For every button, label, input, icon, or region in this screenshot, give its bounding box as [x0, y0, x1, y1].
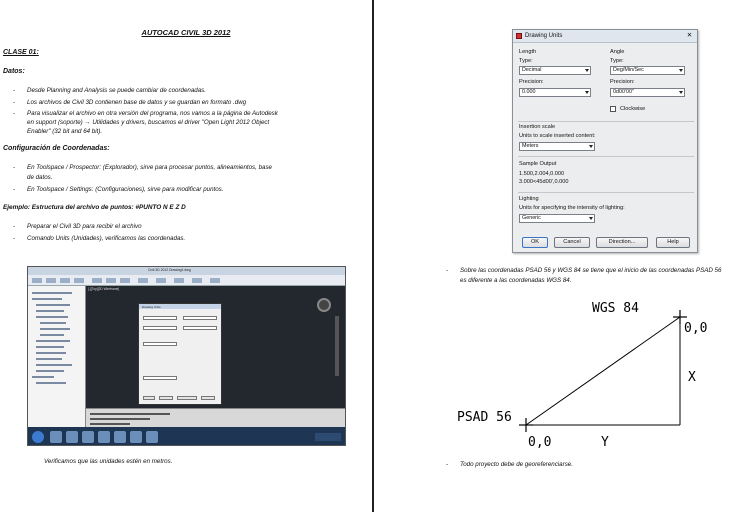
lighting-description: Units for specifying the intensity of lighting:: [519, 205, 625, 211]
datos-item-cont: en support (soporte) → Utilidades y drivers, buscamos el driver "Open Light 2012 Object: [27, 119, 270, 126]
length-precision-label: Precision:: [519, 79, 544, 85]
chevron-down-icon: [679, 69, 683, 72]
angle-type-select[interactable]: Deg/Min/Sec: [610, 66, 685, 75]
sample-output-line: 1.500,2.004,0.000: [519, 171, 565, 177]
drawing-units-dialog: [512, 29, 698, 253]
viewport-label: [-][Top][2D Wireframe]: [88, 287, 120, 291]
georeference-note: - Todo proyecto debe de georeferenciarse.: [446, 461, 573, 468]
sample-output-line: 3.000<45d00',0.000: [519, 179, 569, 185]
mini-drawing-units-dialog: [138, 303, 222, 405]
psad56-label: PSAD 56: [457, 410, 512, 425]
cancel-button[interactable]: Cancel: [554, 237, 590, 248]
autocad-icon: [516, 33, 522, 39]
chevron-down-icon: [585, 91, 589, 94]
y-offset-label: Y: [601, 435, 609, 450]
navigation-bar: [335, 316, 339, 376]
dialog-title: Drawing Units: [525, 33, 563, 39]
psad-wgs-note: - Sobre las coordenadas PSAD 56 y WGS 84 se tiene que el inicio de las coordenadas PSAD 56: [446, 267, 722, 274]
example-heading: Ejemplo: Estructura del archivo de puntos: #PUNTO N E Z D: [3, 204, 186, 211]
screenshot-ribbon: [28, 275, 345, 286]
wgs84-label: WGS 84: [592, 301, 639, 316]
windows-start-icon: [32, 431, 44, 443]
insertion-units-select[interactable]: Meters: [519, 142, 595, 151]
section-divider: [518, 121, 694, 122]
length-type-select[interactable]: Decimal: [519, 66, 591, 75]
lighting-units-select[interactable]: Generic: [519, 214, 595, 223]
class-heading: CLASE 01:: [3, 49, 39, 56]
document-title: AUTOCAD CIVIL 3D 2012: [141, 28, 231, 37]
mini-dialog-title: Drawing Units: [142, 304, 161, 309]
screenshot-command-line: [86, 408, 346, 427]
example-item: - Preparar el Civil 3D para recibir el archivo: [13, 223, 142, 230]
viewcube-icon: [317, 298, 331, 312]
civil3d-screenshot: [27, 266, 346, 446]
screenshot-taskbar: [28, 427, 345, 446]
coordinate-diagram: [376, 290, 749, 460]
ok-button[interactable]: OK: [522, 237, 548, 248]
datos-item-cont: Enabler" (32 bit and 64 bit).: [27, 128, 103, 135]
page-divider: [372, 0, 374, 512]
angle-type-label: Type:: [610, 58, 624, 64]
wgs-origin-coords: 0,0: [684, 321, 708, 336]
length-group-label: Length: [519, 49, 537, 55]
help-button[interactable]: Help: [656, 237, 690, 248]
length-precision-select[interactable]: 0.000: [519, 88, 591, 97]
close-icon[interactable]: ✕: [686, 32, 693, 39]
clockwise-label: Clockwise: [620, 106, 646, 112]
lighting-label: Lighting: [519, 196, 539, 202]
psad-wgs-note-cont: es diferente a las coordenadas WGS 84.: [460, 277, 572, 284]
screenshot-titlebar: [28, 267, 345, 275]
system-tray: [315, 433, 341, 441]
datos-item: - Desde Planning and Analysis se puede cambiar de coordenadas.: [13, 87, 206, 94]
example-item: - Comando Units (Unidades), verificamos las coordenadas.: [13, 235, 186, 242]
config-heading: Configuración de Coordenadas:: [3, 145, 110, 152]
screenshot-toolspace: [28, 286, 86, 427]
chevron-down-icon: [589, 145, 593, 148]
chevron-down-icon: [589, 217, 593, 220]
screenshot-caption: Verificamos que las unidades estén en metros.: [44, 458, 173, 465]
chevron-down-icon: [679, 91, 683, 94]
x-offset-label: X: [688, 370, 696, 385]
length-type-label: Type:: [519, 58, 533, 64]
angle-group-label: Angle: [610, 49, 625, 55]
psad-origin-coords: 0,0: [528, 435, 552, 450]
datos-heading: Datos:: [3, 68, 25, 75]
insertion-scale-label: Insertion scale: [519, 124, 556, 130]
screenshot-window-title: Civil 3D 2012 Drawing1.dwg: [148, 268, 191, 272]
angle-precision-label: Precision:: [610, 79, 635, 85]
config-item: - En Toolspace / Prospector: (Explorador), sirve para procesar puntos, alineamientos, base: [13, 164, 272, 171]
section-divider: [518, 192, 694, 193]
datos-item: - Los archivos de Civil 3D contienen base de datos y se guardan en formato .dwg: [13, 99, 247, 106]
section-divider: [518, 156, 694, 157]
sample-output-label: Sample Output: [519, 161, 557, 167]
direction-button[interactable]: Direction...: [596, 237, 648, 248]
angle-precision-select[interactable]: 0d00'00": [610, 88, 685, 97]
clockwise-checkbox[interactable]: [610, 106, 616, 112]
config-item: - En Toolspace / Settings: (Configuraciones), sirve para modificar puntos.: [13, 186, 224, 193]
dialog-titlebar: [513, 30, 697, 43]
offset-line: [526, 317, 680, 425]
datos-item: - Para visualizar el archivo en otra versión del programa, nos vamos a la página de Autodesk: [13, 110, 278, 117]
chevron-down-icon: [585, 69, 589, 72]
insertion-scale-description: Units to scale inserted content:: [519, 133, 596, 139]
config-item-cont: de datos.: [27, 174, 53, 181]
left-page: [0, 0, 372, 512]
